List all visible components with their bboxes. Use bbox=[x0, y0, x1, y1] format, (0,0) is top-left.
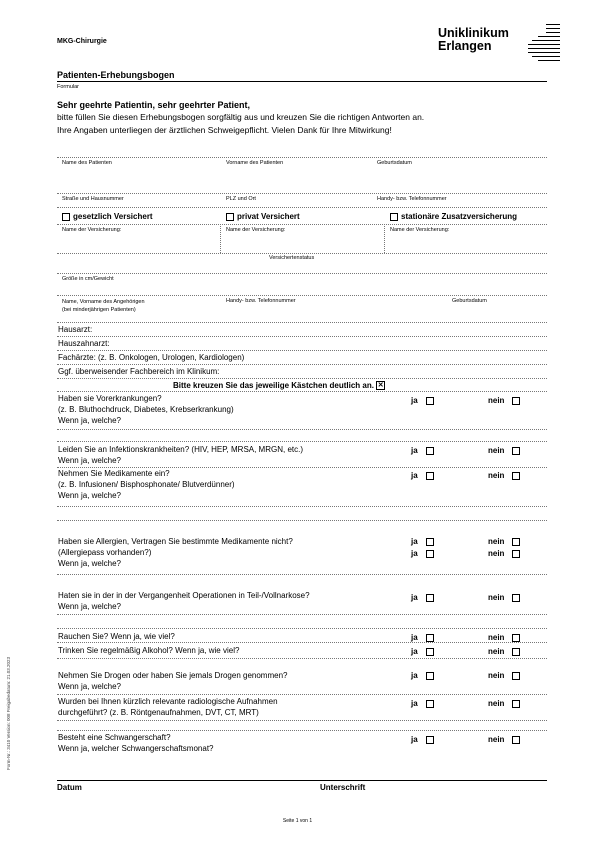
page-title: Patienten-Erhebungsbogen bbox=[57, 70, 175, 80]
q1-hint: (z. B. Bluthochdruck, Diabetes, Krebserkrankung) bbox=[58, 405, 234, 414]
instruction-label: Bitte kreuzen Sie das jeweilige Kästchen deutlich an. bbox=[173, 381, 374, 390]
no-label: nein bbox=[488, 647, 505, 656]
checkbox[interactable] bbox=[426, 700, 434, 708]
insurance-private[interactable] bbox=[226, 212, 300, 221]
strasse-field[interactable]: Straße und Hausnummer bbox=[62, 196, 124, 202]
groesse-field[interactable]: Größe in cm/Gewicht bbox=[62, 276, 114, 282]
q10-no[interactable] bbox=[488, 735, 520, 744]
unterschrift-field[interactable]: Unterschrift bbox=[320, 783, 366, 792]
q8-text: Nehmen Sie Drogen oder haben Sie jemals Drogen genommen? bbox=[58, 671, 288, 680]
q1-yes[interactable] bbox=[411, 396, 434, 405]
question-allergien bbox=[58, 536, 293, 569]
checkbox-statutory[interactable] bbox=[62, 213, 70, 221]
no-label: nein bbox=[488, 396, 505, 405]
no-label: nein bbox=[488, 593, 505, 602]
checkbox[interactable] bbox=[512, 397, 520, 405]
intro-line1: bitte füllen Sie diesen Erhebungsbogen sorgfältig aus und kreuzen Sie die richtigen Antworten an. bbox=[57, 112, 425, 122]
q8-yes[interactable] bbox=[411, 671, 434, 680]
q3-followup[interactable]: Wenn ja, welche? bbox=[58, 491, 121, 500]
q1-followup[interactable]: Wenn ja, welche? bbox=[58, 416, 121, 425]
yes-label: ja bbox=[411, 699, 418, 708]
checkbox[interactable] bbox=[512, 472, 520, 480]
q1-no[interactable] bbox=[488, 396, 520, 405]
question-operationen bbox=[58, 590, 310, 612]
q4-yes-2[interactable] bbox=[411, 549, 434, 558]
checkbox[interactable] bbox=[426, 634, 434, 642]
checkbox-supplementary[interactable] bbox=[390, 213, 398, 221]
checkbox[interactable] bbox=[512, 550, 520, 558]
yes-label: ja bbox=[411, 671, 418, 680]
yes-label: ja bbox=[411, 735, 418, 744]
q2-text: Leiden Sie an Infektionskrankheiten? (HIV, HEP, MRSA, MRGN, etc.) bbox=[58, 445, 304, 454]
q4-no-1[interactable] bbox=[488, 537, 520, 546]
no-label: nein bbox=[488, 471, 505, 480]
q5-text: Haten sie in der in der Vergangenheit Operationen in Teil-/Vollnarkose? bbox=[58, 591, 310, 600]
checkbox[interactable] bbox=[512, 648, 520, 656]
no-label: nein bbox=[488, 549, 505, 558]
q2-yes[interactable] bbox=[411, 446, 434, 455]
page-number: Seite 1 von 1 bbox=[282, 818, 313, 824]
checkbox-private[interactable] bbox=[226, 213, 234, 221]
q3-text: Nehmen Sie Medikamente ein? bbox=[58, 469, 170, 478]
angehoeriger-geburtsdatum-field[interactable]: Geburtsdatum bbox=[452, 298, 487, 304]
q7-yes[interactable] bbox=[411, 647, 434, 656]
insurance-name-2[interactable]: Name der Versicherung: bbox=[226, 227, 286, 233]
q6-yes[interactable] bbox=[411, 633, 434, 642]
checkbox[interactable] bbox=[426, 648, 434, 656]
q8-followup[interactable]: Wenn ja, welche? bbox=[58, 682, 121, 691]
checkbox[interactable] bbox=[512, 672, 520, 680]
q5-followup[interactable]: Wenn ja, welche? bbox=[58, 602, 121, 611]
page-subtitle: Formular bbox=[57, 84, 80, 90]
question-alkohol: Trinken Sie regelmäßig Alkohol? Wenn ja, wie viel? bbox=[58, 646, 240, 655]
form-version-label: Form-Nr.: 3410 Version: 008 Freigabedatum: 21.03.2023 bbox=[6, 656, 11, 770]
insurance-name-1[interactable]: Name der Versicherung: bbox=[62, 227, 122, 233]
insurance-supplementary[interactable] bbox=[390, 212, 517, 221]
fachbereich-field[interactable]: Ggf. überweisender Fachbereich im Klinikum: bbox=[58, 367, 220, 376]
no-label: nein bbox=[488, 537, 505, 546]
question-schwangerschaft bbox=[58, 732, 214, 754]
no-label: nein bbox=[488, 699, 505, 708]
handy-field[interactable]: Handy- bzw. Telefonnummer bbox=[377, 196, 447, 202]
q1-text: Haben sie Vorerkrankungen? bbox=[58, 394, 162, 403]
checkbox[interactable] bbox=[512, 634, 520, 642]
insurance-statutory[interactable] bbox=[62, 212, 153, 221]
question-vorerkrankungen bbox=[58, 393, 234, 426]
name-field[interactable]: Name des Patienten bbox=[62, 160, 112, 166]
yes-label: ja bbox=[411, 471, 418, 480]
logo-stripes-icon bbox=[528, 24, 560, 64]
intro-line2: Ihre Angaben unterliegen der ärztlichen Schweigepflicht. Vielen Dank für Ihre Mitwirkung! bbox=[57, 125, 392, 135]
q9-no[interactable] bbox=[488, 699, 520, 708]
checkbox[interactable] bbox=[426, 736, 434, 744]
q6-no[interactable] bbox=[488, 633, 520, 642]
question-medikamente bbox=[58, 468, 235, 501]
logo-line1: Uniklinikum bbox=[438, 26, 509, 40]
q9-yes[interactable] bbox=[411, 699, 434, 708]
checkbox[interactable] bbox=[426, 594, 434, 602]
angehoeriger-label: Name, Vorname des Angehörigen bbox=[62, 299, 145, 305]
checkbox[interactable] bbox=[426, 672, 434, 680]
checkbox[interactable] bbox=[512, 447, 520, 455]
q4-no-2[interactable] bbox=[488, 549, 520, 558]
angehoeriger-telefon-field[interactable]: Handy- bzw. Telefonnummer bbox=[226, 298, 296, 304]
versichertenstatus-field[interactable]: Versichertenstatus bbox=[269, 255, 315, 261]
yes-label: ja bbox=[411, 647, 418, 656]
no-label: nein bbox=[488, 671, 505, 680]
checkbox[interactable] bbox=[426, 447, 434, 455]
greeting: Sehr geehrte Patientin, sehr geehrter Patient, bbox=[57, 100, 251, 110]
angehoeriger-field[interactable] bbox=[62, 298, 145, 314]
q10-followup[interactable]: Wenn ja, welcher Schwangerschaftsmonat? bbox=[58, 744, 214, 753]
checkbox[interactable] bbox=[426, 472, 434, 480]
question-rauchen: Rauchen Sie? Wenn ja, wie viel? bbox=[58, 632, 175, 641]
q10-yes[interactable] bbox=[411, 735, 434, 744]
hausarzt-field[interactable]: Hausarzt: bbox=[58, 325, 93, 334]
q2-followup[interactable]: Wenn ja, welche? bbox=[58, 456, 121, 465]
q5-no[interactable] bbox=[488, 593, 520, 602]
q5-yes[interactable] bbox=[411, 593, 434, 602]
checkbox[interactable] bbox=[426, 538, 434, 546]
q7-no[interactable] bbox=[488, 647, 520, 656]
yes-label: ja bbox=[411, 633, 418, 642]
checkbox[interactable] bbox=[512, 538, 520, 546]
logo bbox=[438, 27, 509, 53]
checkbox[interactable] bbox=[512, 700, 520, 708]
yes-label: ja bbox=[411, 537, 418, 546]
plz-field[interactable]: PLZ und Ort bbox=[226, 196, 256, 202]
logo-line2: Erlangen bbox=[438, 39, 492, 53]
hauszahnarzt-field[interactable]: Hauszahnarzt: bbox=[58, 339, 110, 348]
question-radiologie bbox=[58, 696, 278, 718]
q4-yes-1[interactable] bbox=[411, 537, 434, 546]
no-label: nein bbox=[488, 633, 505, 642]
q9-text: Wurden bei Ihnen kürzlich relevante radiologische Aufnahmen bbox=[58, 697, 278, 706]
no-label: nein bbox=[488, 735, 505, 744]
checkbox[interactable] bbox=[512, 594, 520, 602]
q4-text: Haben sie Allergien, Vertragen Sie bestimmte Medikamente nicht? bbox=[58, 537, 293, 546]
department-label: MKG-Chirurgie bbox=[57, 38, 107, 45]
insurance-private-label: privat Versichert bbox=[237, 212, 300, 221]
q4-hint: (Allergiepass vorhanden?) bbox=[58, 548, 152, 557]
q10-text: Besteht eine Schwangerschaft? bbox=[58, 733, 171, 742]
checkbox[interactable] bbox=[426, 397, 434, 405]
q3-no[interactable] bbox=[488, 471, 520, 480]
yes-label: ja bbox=[411, 549, 418, 558]
q3-hint: (z. B. Infusionen/ Bisphosphonate/ Blutverdünner) bbox=[58, 480, 235, 489]
checked-box-icon: ✕ bbox=[377, 382, 384, 390]
yes-label: ja bbox=[411, 446, 418, 455]
vorname-field[interactable]: Vorname des Patienten bbox=[226, 160, 284, 166]
no-label: nein bbox=[488, 446, 505, 455]
checkbox[interactable] bbox=[426, 550, 434, 558]
instruction-text bbox=[173, 381, 385, 390]
geburtsdatum-field[interactable]: Geburtsdatum bbox=[377, 160, 412, 166]
checkbox[interactable] bbox=[512, 736, 520, 744]
q8-no[interactable] bbox=[488, 671, 520, 680]
insurance-supplementary-label: stationäre Zusatzversicherung bbox=[401, 212, 518, 221]
q2-no[interactable] bbox=[488, 446, 520, 455]
question-drogen bbox=[58, 670, 287, 692]
question-infektionen bbox=[58, 444, 303, 466]
datum-field[interactable]: Datum bbox=[57, 783, 82, 792]
insurance-name-3[interactable]: Name der Versicherung: bbox=[390, 227, 450, 233]
q4-followup[interactable]: Wenn ja, welche? bbox=[58, 559, 121, 568]
q3-yes[interactable] bbox=[411, 471, 434, 480]
yes-label: ja bbox=[411, 593, 418, 602]
insurance-statutory-label: gesetzlich Versichert bbox=[73, 212, 153, 221]
fachaerzte-field[interactable]: Fachärzte: (z. B. Onkologen, Urologen, Kardiologen) bbox=[58, 353, 245, 362]
yes-label: ja bbox=[411, 396, 418, 405]
q9-hint: durchgeführt? (z. B. Röntgenaufnahmen, DVT, CT, MRT) bbox=[58, 708, 259, 717]
angehoeriger-note: (bei minderjährigen Patienten) bbox=[62, 307, 136, 313]
